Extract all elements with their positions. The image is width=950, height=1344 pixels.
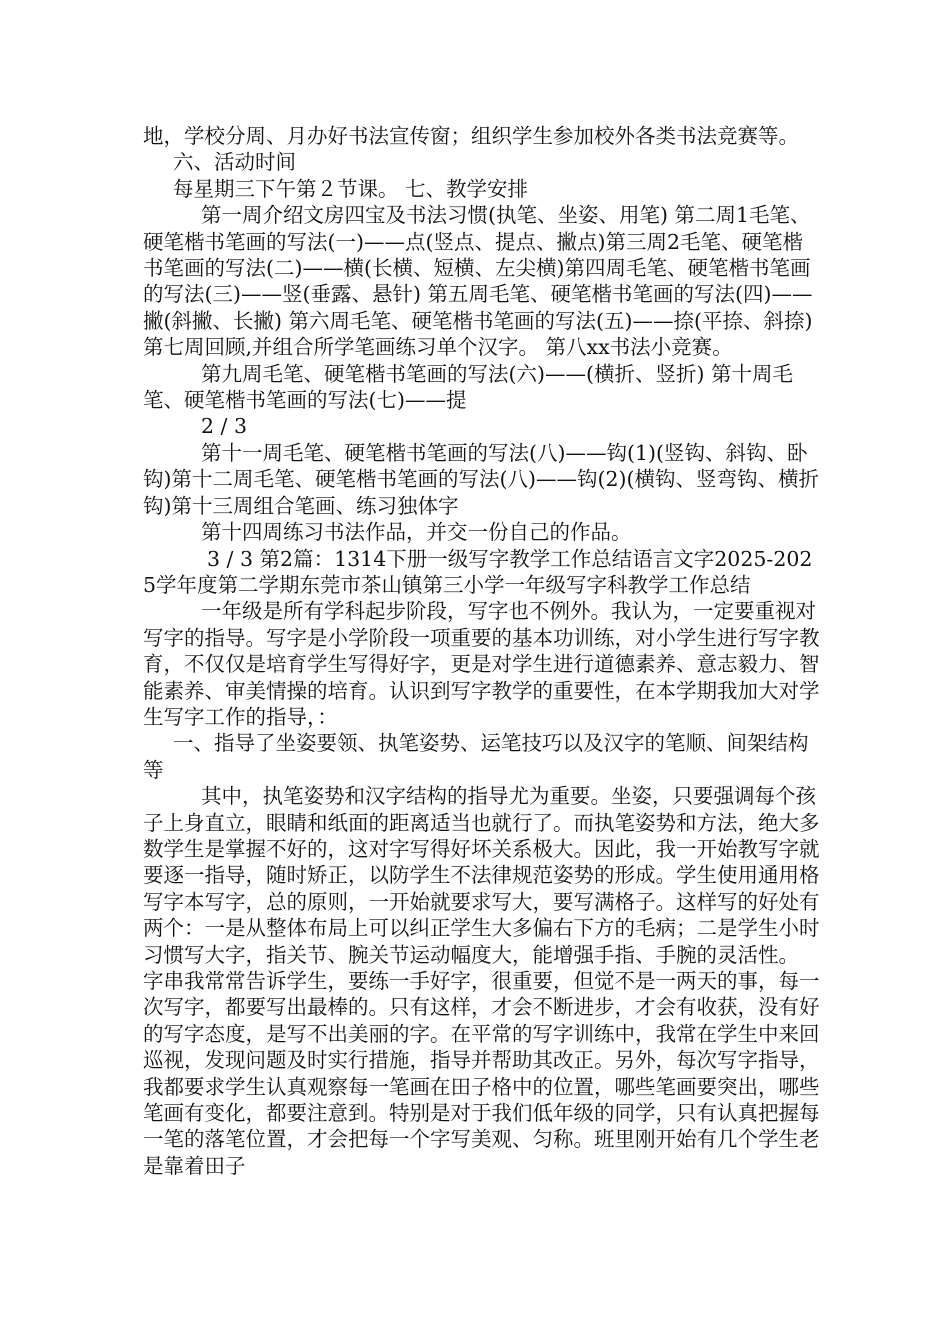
paragraph-intro: 一年级是所有学科起步阶段，写字也不例外。我认为，一定要重视对写字的指导。写字是小学阶段一项重要的基本功训练，对小学生进行写字教育，不仅仅是培育学生写得好字，更是对学生进行道德素养、意志毅力、智能素养、审美情操的培育。认识到写字教学的重要性，在本学期我加大对学生写字工作的指导，： (143, 599, 820, 729)
heading-activity-time: 六、活动时间 (173, 150, 296, 175)
paragraph-second-article-title: 3 / 3 第2篇：1314下册一级写字教学工作总结语言文字2025-2025学年度第二学期东莞市茶山镇第三小学一年级写字科教学工作总结 (143, 546, 813, 597)
paragraph-schedule-and-heading: 每星期三下午第２节课。 七、教学安排 (173, 176, 529, 201)
paragraph-weekly-plan-4: 第十四周练习书法作品，并交一份自己的作品。 (201, 520, 632, 545)
document-body (143, 123, 823, 1179)
paragraph-guidance-details: 其中，执笔姿势和汉字结构的指导尤为重要。坐姿，只要强调每个孩子上身直立，眼睛和纸面的距离适当也就行了。而执笔姿势和方法，绝大多数学生是掌握不好的，这对字写得好坏关系极大。因此，我一开始教写字就要逐一指导，随时矫正，以防学生不法律规范姿势的形成。学生使用通用格写字本写字，总的原则，一开始就要求写大，要写满格子。这样写的好处有两个：一是从整体布局上可以纠正学生大多偏右下方的毛病；二是学生小时习惯写大字，指关节、腕关节运动幅度大，能增强手指、手腕的灵活性。 字串我常常告诉学生，要练一手好字，很重要，但觉不是一两天的事，每一次写字，都要写出最棒的。只有这样，才会不断进步，才会有收获，没有好的写字态度，是写不出美丽的字。在平常的写字训练中，我常在学生中来回巡视，发现问题及时实行措施，指导并帮助其改正。另外，每次写字指导，我都要求学生认真观察每一笔画在田子格中的位置，哪些笔画要突出，哪些笔画有变化，都要注意到。特别是对于我们低年级的同学，只有认真把握每一笔的落笔位置，才会把每一个字写美观、匀称。班里刚开始有几个学生老是靠着田子 (143, 784, 820, 1178)
paragraph-weekly-plan-2: 第九周毛笔、硬笔楷书笔画的写法(六)——(横折、竖折) 第十周毛笔、硬笔楷书笔画的写法(七)——提 (143, 361, 794, 413)
paragraph-poster-activity: 地，学校分周、月办好书法宣传窗；组织学生参加校外各类书法竞赛等。 (143, 124, 799, 148)
heading-guidance: 一、指导了坐姿要领、执笔姿势、运笔技巧以及汉字的笔顺、间架结构等 (143, 731, 809, 782)
paragraph-weekly-plan-1: 第一周介绍文房四宝及书法习惯(执笔、坐姿、用笔) 第二周1毛笔、硬笔楷书笔画的写法(一)——点(竖点、提点、撇点)第三周2毛笔、硬笔楷书笔画的写法(二)——横(长横、短横、左尖横)第四周毛笔、硬笔楷书笔画的写法(三)——竖(垂露、悬针) 第五周毛笔、硬笔楷书笔画的写法(四)——撇(斜撇、长撇) 第六周毛笔、硬笔楷书笔画的写法(五)——捺(平捺、斜捺) 第七周回顾,并组合所学笔画练习单个汉字。 第八xx书法小竞赛。 (143, 203, 813, 360)
paragraph-weekly-plan-3: 第十一周毛笔、硬笔楷书笔画的写法(八)——钩(1)(竖钩、斜钩、卧钩)第十二周毛笔、硬笔楷书笔画的写法(八)——钩(2)(横钩、竖弯钩、横折钩)第十三周组合笔画、练习独体字 (143, 440, 820, 518)
page-number-marker: 2 / 3 (201, 414, 248, 439)
